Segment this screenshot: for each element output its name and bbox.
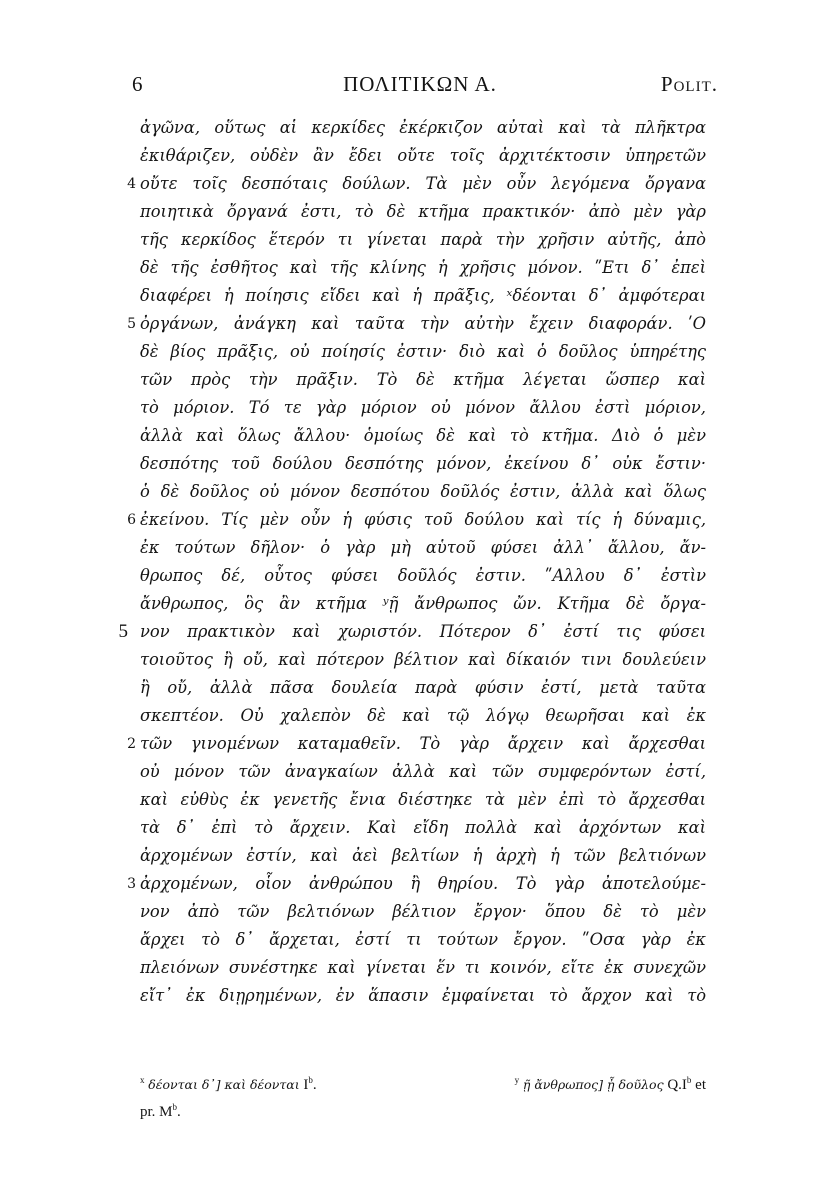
marginal-number: 4 xyxy=(127,176,136,192)
text-line-content: τῶν γινομένων καταμαθεῖν. Τὸ γὰρ ἄρχειν καὶ ἄρχεσθαι xyxy=(140,734,706,753)
marginal-number: 5 xyxy=(127,316,136,332)
text-line-content: θρωπος δέ, οὗτος φύσει δοῦλός ἐστιν. ʺΑλλου δ᾽ ἐστὶν xyxy=(140,566,706,585)
text-line-content: νον ἀπὸ τῶν βελτιόνων βέλτιον ἔργον· ὅπου δὲ τὸ μὲν xyxy=(140,902,706,921)
marginal-number: 5 xyxy=(118,621,128,642)
text-line-content: οὐ μόνον τῶν ἀναγκαίων ἀλλὰ καὶ τῶν συμφερόντων ἐστί, xyxy=(140,762,706,781)
text-line xyxy=(140,702,706,730)
text-line xyxy=(140,926,706,954)
text-line xyxy=(140,674,706,702)
footnote-y-sup: b xyxy=(686,1075,692,1085)
text-line-content: δεσπότης τοῦ δούλου δεσπότης μόνον, ἐκείνου δ᾽ οὐκ ἔστιν· xyxy=(140,454,706,473)
footnotes xyxy=(140,1069,706,1123)
text-line-content: ἐκείνου. Τίς μὲν οὖν ἡ φύσις τοῦ δούλου καὶ τίς ἡ δύναμις, xyxy=(140,510,706,529)
text-line xyxy=(140,814,706,842)
text-line xyxy=(140,982,706,1010)
text-line xyxy=(140,422,706,450)
footnote-y xyxy=(515,1069,706,1096)
text-line-content: δὲ τῆς ἐσθῆτος καὶ τῆς κλίνης ἡ χρῆσις μόνον. ʺΕτι δ᾽ ἐπεὶ xyxy=(140,258,706,277)
text-line-content: ὁ δὲ δοῦλος οὐ μόνον δεσπότου δοῦλός ἐστιν, ἀλλὰ καὶ ὅλως xyxy=(140,482,706,501)
text-line xyxy=(140,562,706,590)
text-line xyxy=(140,226,706,254)
text-line xyxy=(140,842,706,870)
text-line-content: διαφέρει ἡ ποίησις εἴδει καὶ ἡ πρᾶξις, ˣδέονται δ᾽ ἀμφότεραι xyxy=(140,286,706,305)
text-line-content: τῆς κερκίδος ἕτερόν τι γίνεται παρὰ τὴν χρῆσιν αὐτῆς, ἀπὸ xyxy=(140,230,706,249)
text-line xyxy=(140,394,706,422)
text-line xyxy=(127,870,706,898)
text-line-content: ἀρχομένων, οἷον ἀνθρώπου ἢ θηρίου. Τὸ γὰρ ἀποτελούμε- xyxy=(140,874,706,893)
text-line xyxy=(118,618,706,646)
text-line xyxy=(140,450,706,478)
text-line-content: ἐκ τούτων δῆλον· ὁ γὰρ μὴ αὑτοῦ φύσει ἀλλ᾽ ἄλλου, ἄν- xyxy=(140,538,706,557)
footnote-x-greek: δέονται δ᾽] καὶ δέονται xyxy=(148,1077,300,1092)
footnote-y-end: et xyxy=(695,1077,706,1093)
marginal-number: 3 xyxy=(127,876,136,892)
footnote-line-1 xyxy=(140,1069,706,1096)
footnote-x-end: . xyxy=(312,1077,317,1093)
marginal-number: 2 xyxy=(127,736,136,752)
text-line xyxy=(140,282,706,310)
footnote-line2-sup: b xyxy=(172,1102,178,1112)
text-line-content: δὲ βίος πρᾶξις, οὐ ποίησίς ἐστιν· διὸ καὶ ὁ δοῦλος ὑπηρέτης xyxy=(140,342,706,361)
text-line xyxy=(140,478,706,506)
footnote-x-sup: b xyxy=(308,1075,313,1085)
text-line xyxy=(140,534,706,562)
text-line xyxy=(140,254,706,282)
text-line-content: ποιητικὰ ὄργανά ἐστι, τὸ δὲ κτῆμα πρακτικόν· ἀπὸ μὲν γὰρ xyxy=(140,202,706,221)
text-line-content: σκεπτέον. Οὐ χαλεπὸν δὲ καὶ τῷ λόγῳ θεωρῆσαι καὶ ἐκ xyxy=(140,706,706,725)
marginal-number: 6 xyxy=(127,512,136,528)
running-right-label: Polit. xyxy=(660,72,718,96)
text-line xyxy=(140,114,706,142)
text-line-content: ἢ οὔ, ἀλλὰ πᾶσα δουλεία παρὰ φύσιν ἐστί, μετὰ ταῦτα xyxy=(140,678,706,697)
text-line xyxy=(140,758,706,786)
text-line xyxy=(140,954,706,982)
text-line xyxy=(140,590,706,618)
text-line xyxy=(140,198,706,226)
text-line-content: ἄνθρωπος, ὃς ἂν κτῆμα ʸῇ ἄνθρωπος ὤν. Κτῆμα δὲ ὄργα- xyxy=(140,594,706,613)
text-line-content: τοιοῦτος ἢ οὔ, καὶ πότερον βέλτιον καὶ δίκαιόν τινι δουλεύειν xyxy=(140,650,706,669)
text-line-content: καὶ εὐθὺς ἐκ γενετῆς ἔνια διέστηκε τὰ μὲν ἐπὶ τὸ ἄρχεσθαι xyxy=(140,790,706,809)
footnote-line2-end: . xyxy=(177,1104,181,1120)
footnote-x-siglum: I xyxy=(303,1077,309,1093)
text-line-content: ὀργάνων, ἀνάγκη καὶ ταῦτα τὴν αὐτὴν ἔχειν διαφοράν. ʹΟ xyxy=(140,314,706,333)
page-number: 6 xyxy=(132,72,143,96)
footnote-y-greek: ῇ ἄνθρωπος] ᾖ δοῦλος xyxy=(522,1077,664,1092)
footnote-line2-siglum: pr. M xyxy=(140,1104,173,1120)
text-line-content: νον πρακτικὸν καὶ χωριστόν. Πότερον δ᾽ ἐστί τις φύσει xyxy=(140,622,706,641)
text-line xyxy=(127,170,706,198)
text-line xyxy=(140,646,706,674)
text-line xyxy=(127,730,706,758)
text-line xyxy=(140,338,706,366)
text-line xyxy=(140,898,706,926)
text-line-content: ἀρχομένων ἐστίν, καὶ ἀεὶ βελτίων ἡ ἀρχὴ ἡ τῶν βελτιόνων xyxy=(140,846,706,865)
text-line-content: τὸ μόριον. Τό τε γὰρ μόριον οὐ μόνον ἄλλου ἐστὶ μόριον, xyxy=(140,398,706,417)
text-line xyxy=(140,142,706,170)
text-line-content: τῶν πρὸς τὴν πρᾶξιν. Τὸ δὲ κτῆμα λέγεται ὥσπερ καὶ xyxy=(140,370,706,389)
running-title: ΠΟΛΙΤΙΚΩΝ Α. xyxy=(343,72,497,96)
footnote-y-siglum: Q.I xyxy=(667,1077,687,1093)
footnote-y-mark: y xyxy=(514,1075,520,1085)
text-line-content: εἴτ᾽ ἐκ διῃρημένων, ἐν ἅπασιν ἐμφαίνεται τὸ ἄρχον καὶ τὸ xyxy=(140,986,706,1005)
text-line-content: ἀλλὰ καὶ ὅλως ἄλλου· ὁμοίως δὲ καὶ τὸ κτῆμα. Διὸ ὁ μὲν xyxy=(140,426,706,445)
footnote-x xyxy=(140,1069,317,1096)
text-line-content: οὔτε τοῖς δεσπόταις δούλων. Τὰ μὲν οὖν λεγόμενα ὄργανα xyxy=(140,174,706,193)
text-line-content: ἐκιθάριζεν, οὐδὲν ἂν ἔδει οὔτε τοῖς ἀρχιτέκτοσιν ὑπηρετῶν xyxy=(140,146,706,165)
greek-text-block xyxy=(118,114,706,1010)
footnote-x-mark: x xyxy=(140,1075,145,1085)
text-line-content: πλειόνων συνέστηκε καὶ γίνεται ἕν τι κοινόν, εἴτε ἐκ συνεχῶν xyxy=(140,958,706,977)
text-line-content: τὰ δ᾽ ἐπὶ τὸ ἄρχειν. Καὶ εἴδη πολλὰ καὶ ἀρχόντων καὶ xyxy=(140,818,706,837)
text-line xyxy=(140,786,706,814)
footnote-line-2 xyxy=(140,1096,706,1123)
text-line-content: ἀγῶνα, οὕτως αἱ κερκίδες ἐκέρκιζον αὐταὶ καὶ τὰ πλῆκτρα xyxy=(140,118,706,137)
text-line-content: ἄρχει τὸ δ᾽ ἄρχεται, ἐστί τι τούτων ἔργον. ʺΟσα γὰρ ἐκ xyxy=(140,930,706,949)
text-line xyxy=(127,506,706,534)
text-line xyxy=(127,310,706,338)
running-header xyxy=(0,72,840,102)
text-line xyxy=(140,366,706,394)
